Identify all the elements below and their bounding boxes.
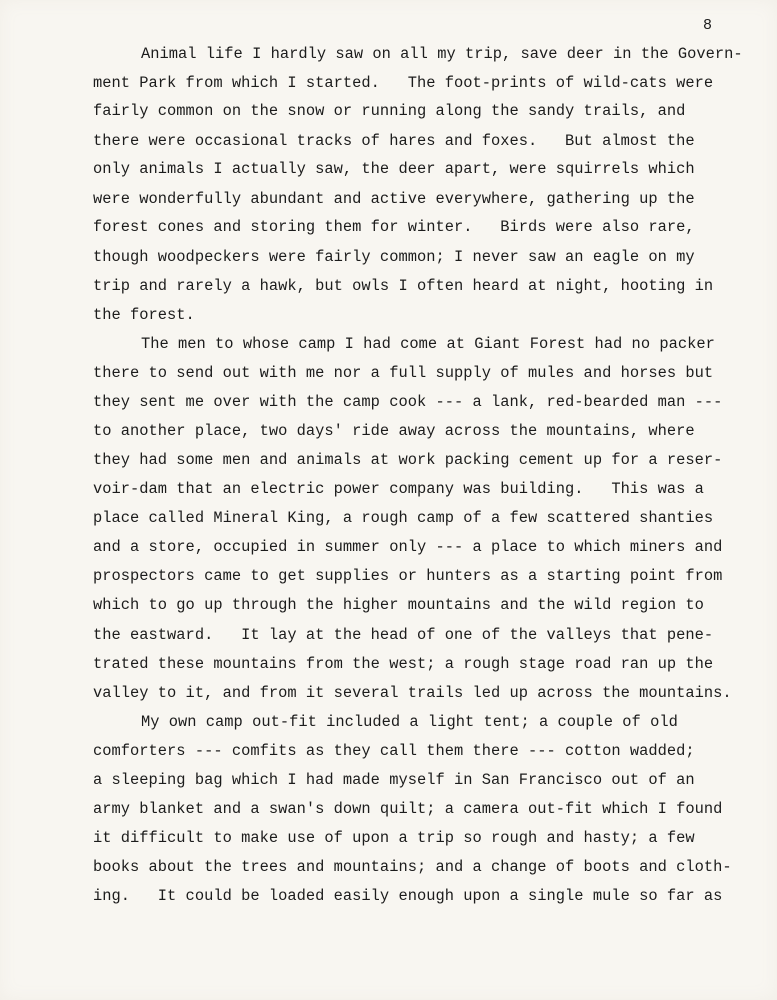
text-line: and a store, occupied in summer only --- a place to which miners and xyxy=(93,538,723,556)
page-number: 8 xyxy=(703,17,713,34)
text-line: they had some men and animals at work packing cement up for a reser- xyxy=(93,451,723,469)
text-line: it difficult to make use of upon a trip so rough and hasty; a few xyxy=(93,829,695,847)
text-line: army blanket and a swan's down quilt; a camera out-fit which I found xyxy=(93,800,723,818)
text-line: to another place, two days' ride away across the mountains, where xyxy=(93,422,695,440)
text-line: The men to whose camp I had come at Giant Forest had no packer xyxy=(141,335,715,353)
text-line: forest cones and storing them for winter. Birds were also rare, xyxy=(93,218,695,236)
text-line: there were occasional tracks of hares and foxes. But almost the xyxy=(93,132,695,150)
text-line: fairly common on the snow or running along the sandy trails, and xyxy=(93,102,686,120)
text-line: a sleeping bag which I had made myself in San Francisco out of an xyxy=(93,771,695,789)
text-line: there to send out with me nor a full supply of mules and horses but xyxy=(93,364,714,382)
text-line: ing. It could be loaded easily enough upon a single mule so far as xyxy=(93,887,723,905)
text-line: trip and rarely a hawk, but owls I often heard at night, hooting in xyxy=(93,277,714,295)
text-line: prospectors came to get supplies or hunters as a starting point from xyxy=(93,567,723,585)
text-line: comforters --- comfits as they call them there --- cotton wadded; xyxy=(93,742,695,760)
text-line: place called Mineral King, a rough camp of a few scattered shanties xyxy=(93,509,714,527)
text-line: they sent me over with the camp cook --- a lank, red-bearded man --- xyxy=(93,393,723,411)
text-line: voir-dam that an electric power company was building. This was a xyxy=(93,480,704,498)
text-line: though woodpeckers were fairly common; I never saw an eagle on my xyxy=(93,248,695,266)
text-line: trated these mountains from the west; a rough stage road ran up the xyxy=(93,655,714,673)
text-line: the eastward. It lay at the head of one of the valleys that pene- xyxy=(93,626,714,644)
text-line: My own camp out-fit included a light tent; a couple of old xyxy=(141,713,678,731)
text-line: valley to it, and from it several trails led up across the mountains. xyxy=(93,684,732,702)
text-line: Animal life I hardly saw on all my trip, save deer in the Govern- xyxy=(141,45,743,63)
text-line: which to go up through the higher mountains and the wild region to xyxy=(93,596,704,614)
text-line: books about the trees and mountains; and a change of boots and cloth- xyxy=(93,858,732,876)
text-line: were wonderfully abundant and active everywhere, gathering up the xyxy=(93,190,695,208)
text-line: the forest. xyxy=(93,306,195,324)
text-line: ment Park from which I started. The foot-prints of wild-cats were xyxy=(93,74,714,92)
text-line: only animals I actually saw, the deer apart, were squirrels which xyxy=(93,160,695,178)
